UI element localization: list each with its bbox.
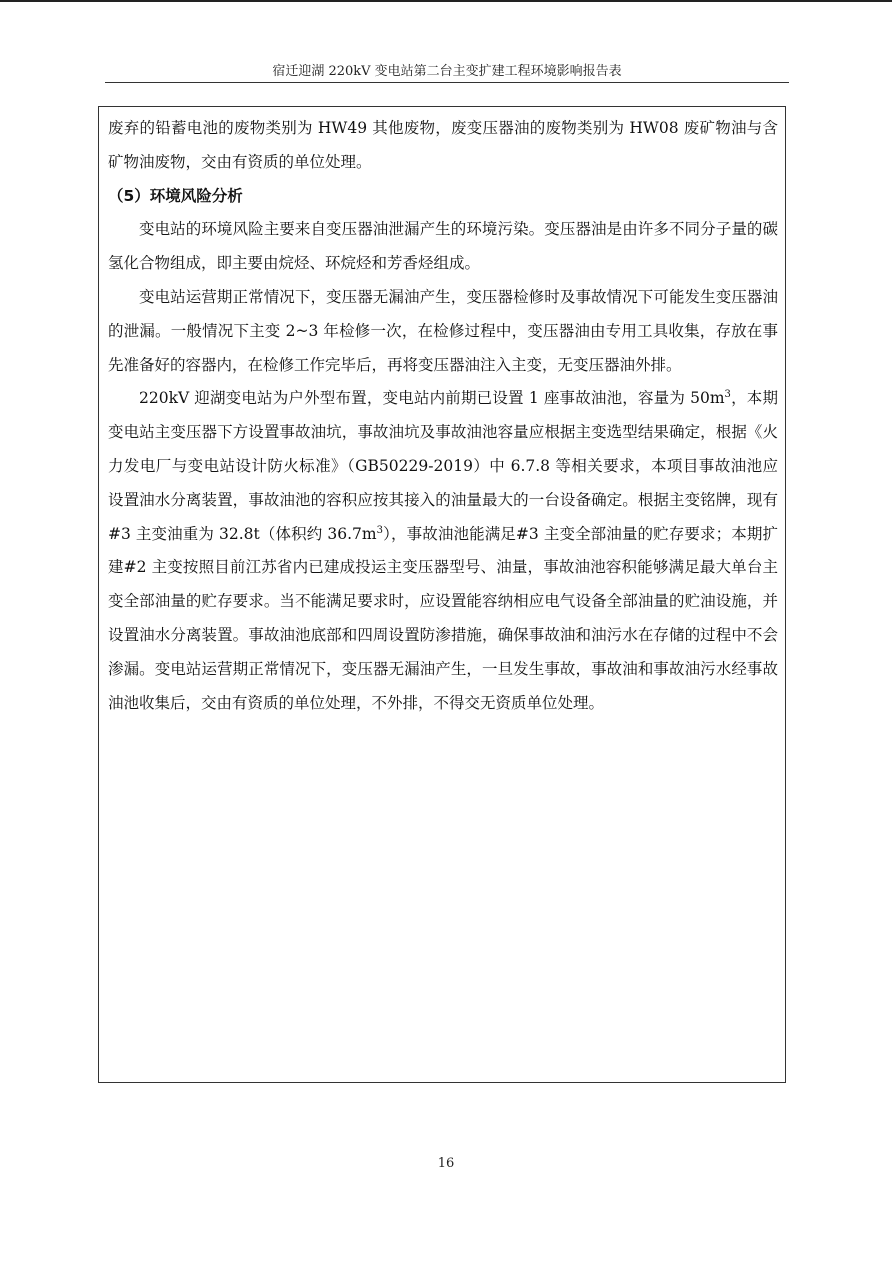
document-header-title: 宿迁迎湖 220kV 变电站第二台主变扩建工程环境影响报告表: [272, 64, 622, 79]
header-divider: [105, 82, 789, 83]
paragraph-waste-categories: 废弃的铅蓄电池的废物类别为 HW49 其他废物，废变压器油的废物类别为 HW08 废矿物油与含矿物油废物，交由有资质的单位处理。: [108, 119, 778, 171]
paragraph-oil-pit: [108, 382, 778, 720]
paragraph-risk-source: 变电站的环境风险主要来自变压器油泄漏产生的环境污染。变压器油是由许多不同分子量的碳氢化合物组成，即主要由烷烃、环烷烃和芳香烃组成。: [108, 220, 778, 273]
section-heading-risk-analysis: （5）环境风险分析: [108, 186, 243, 205]
superscript-cubic: 3: [376, 524, 383, 536]
oil-pit-text-part-1: 220kV 迎湖变电站为户外型布置，变电站内前期已设置 1 座事故油池，容量为 50m: [139, 389, 725, 408]
page-number: 16: [437, 1156, 455, 1171]
paragraph-maintenance: 变电站运营期正常情况下，变压器无漏油产生，变压器检修时及事故情况下可能发生变压器油的泄漏。一般情况下主变 2~3 年检修一次，在检修过程中，变压器油由专用工具收集，存放在事先准备好的容器内，在检修工作完毕后，再将变压器油注入主变，无变压器油外排。: [108, 287, 778, 374]
top-border-line: [0, 0, 892, 2]
oil-pit-text-part-3: ），事故油池能满足#3 主变全部油量的贮存要求；本期扩建#2 主变按照目前江苏省内已建成投运主变压器型号、油量，事故油池容积能够满足最大单台主变全部油量的贮存要求。当不能满足要求时，应设置能容纳相应电气设备全部油量的贮油设施，并设置油水分离装置。事故油池底部和四周设置防渗措施，确保事故油和油污水在存储的过程中不会渗漏。变电站运营期正常情况下，变压器无漏油产生，一旦发生事故，事故油和事故油污水经事故油池收集后，交由有资质的单位处理，不外排，不得交无资质单位处理。: [108, 524, 778, 712]
superscript-cubic: 3: [724, 389, 731, 401]
report-body: [108, 112, 778, 720]
oil-pit-text-part-2: ，本期变电站主变压器下方设置事故油坑，事故油坑及事故油池容量应根据主变选型结果确定，根据《火力发电厂与变电站设计防火标准》（GB50229-2019）中 6.7.8 等相关要求，本项目事故油池应设置油水分离装置，事故油池的容积应按其接入的油量最大的一台设备确定。根据主变铭牌，现有#3 主变油重为 32.8t（体积约 36.7m: [108, 389, 778, 543]
